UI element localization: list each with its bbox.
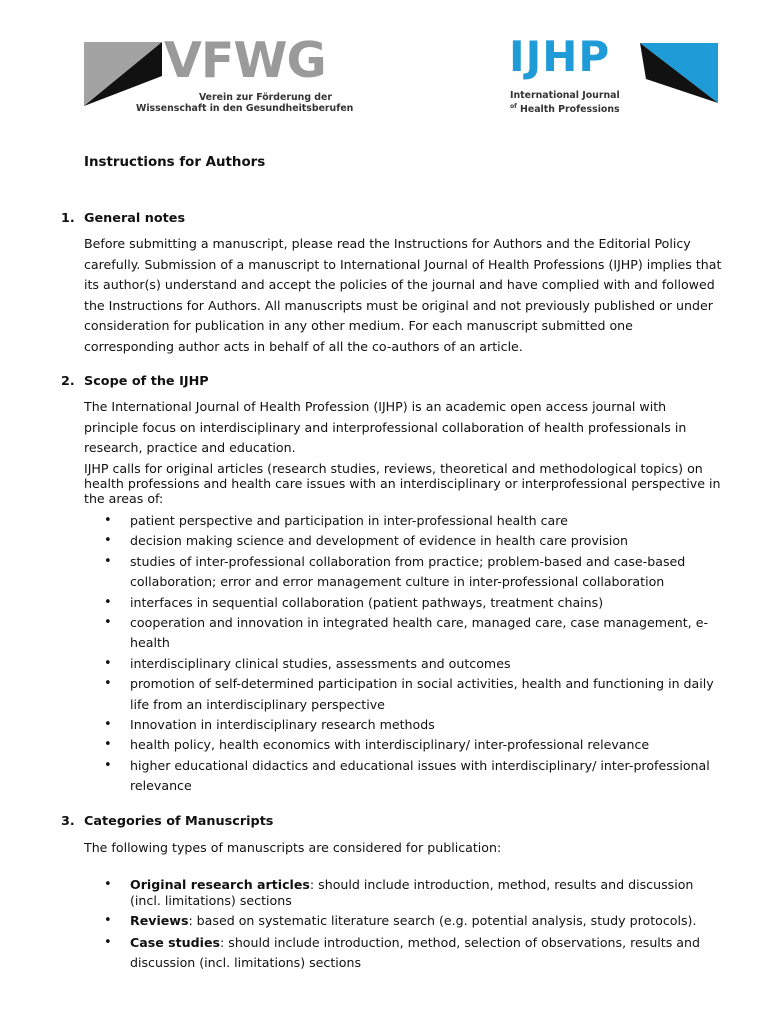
list-item [84, 877, 724, 909]
section-3-number: 3. [61, 814, 75, 829]
list-item: • studies of inter-professional collaboration from practice; problem-based and case-based collaboration; error and error management culture in inter-professional collaboration [84, 552, 724, 593]
list-item: • promotion of self-determined participation in social activities, health and functioning in daily life from an interdisciplinary perspective [84, 674, 724, 715]
vfwg-subtitle-line2: Wissenschaft in den Gesundheitsberufen [136, 103, 354, 114]
list-item: • higher educational didactics and educational issues with interdisciplinary/ inter-professional relevance [84, 756, 724, 797]
list-item: • health policy, health economics with interdisciplinary/ inter-professional relevance [84, 735, 724, 755]
ijhp-subtitle-line2-wrap [510, 102, 620, 116]
vfwg-wordmark: VFWG [164, 32, 326, 89]
ijhp-subtitle [510, 91, 620, 115]
vfwg-subtitle [136, 92, 354, 114]
category-term: Original research articles [130, 877, 310, 892]
list-item: • interdisciplinary clinical studies, assessments and outcomes [84, 654, 724, 674]
ijhp-logo-mark [640, 43, 718, 103]
list-item [84, 913, 724, 929]
section-2-title: Scope of the IJHP [84, 374, 209, 389]
section-1-title: General notes [84, 211, 186, 226]
list-item: • patient perspective and participation in inter-professional health care [84, 511, 724, 531]
ijhp-wordmark: IJHP [509, 32, 611, 81]
section-2-number: 2. [61, 374, 75, 389]
section-3-title: Categories of Manuscripts [84, 814, 274, 829]
category-term: Reviews [130, 913, 189, 928]
category-text: : based on systematic literature search (e.g. potential analysis, study protocols). [188, 913, 697, 928]
category-term: Case studies [130, 935, 221, 950]
section-2-paragraph-2: IJHP calls for original articles (research studies, reviews, theoretical and methodological topics) on health professions and health care issues with an interdisciplinary or interprofessional perspective in the areas of: [84, 461, 721, 507]
ijhp-subtitle-prefix: of [510, 102, 517, 110]
section-2-paragraph-1: The International Journal of Health Profession (IJHP) is an academic open access journal with principle focus on interdisciplinary and interprofessional collaboration of health professionals in research, practice and education. [84, 399, 687, 456]
vfwg-subtitle-line1: Verein zur Förderung der [198, 92, 332, 103]
section-1-number: 1. [61, 211, 75, 226]
section-3-intro: The following types of manuscripts are considered for publication: [84, 840, 502, 855]
ijhp-subtitle-line1: International Journal [510, 90, 620, 101]
ijhp-logo [508, 32, 718, 116]
list-item [84, 933, 724, 974]
category-text: : should include introduction, method, results and discussion (incl. limitations) sections [130, 877, 694, 908]
list-item: • decision making science and development of evidence in health care provision [84, 531, 724, 551]
section-3-category-list [84, 877, 724, 974]
category-text: : should include introduction, method, selection of observations, results and discussion (incl. limitations) sections [130, 935, 700, 971]
list-item: • Innovation in interdisciplinary research methods [84, 715, 724, 735]
vfwg-logo [84, 32, 354, 117]
document-title: Instructions for Authors [84, 155, 266, 170]
section-2-bullet-list [84, 511, 724, 797]
list-item: • interfaces in sequential collaboration (patient pathways, treatment chains) [84, 593, 724, 613]
list-item: • cooperation and innovation in integrated health care, managed care, case management, e-health [84, 613, 724, 654]
section-1-paragraph: Before submitting a manuscript, please read the Instructions for Authors and the Editorial Policy carefully. Submission of a manuscript to International Journal of Health Professions (IJHP) implies that its author(s) understand and accept the policies of the journal and have complied with and followed the Instructions for Authors. All manuscripts must be original and not previously published or under consideration for publication in any other medium. For each manuscript submitted one corresponding author acts in behalf of all the co-authors of an article. [84, 236, 722, 354]
ijhp-subtitle-line2: Health Professions [520, 103, 620, 115]
